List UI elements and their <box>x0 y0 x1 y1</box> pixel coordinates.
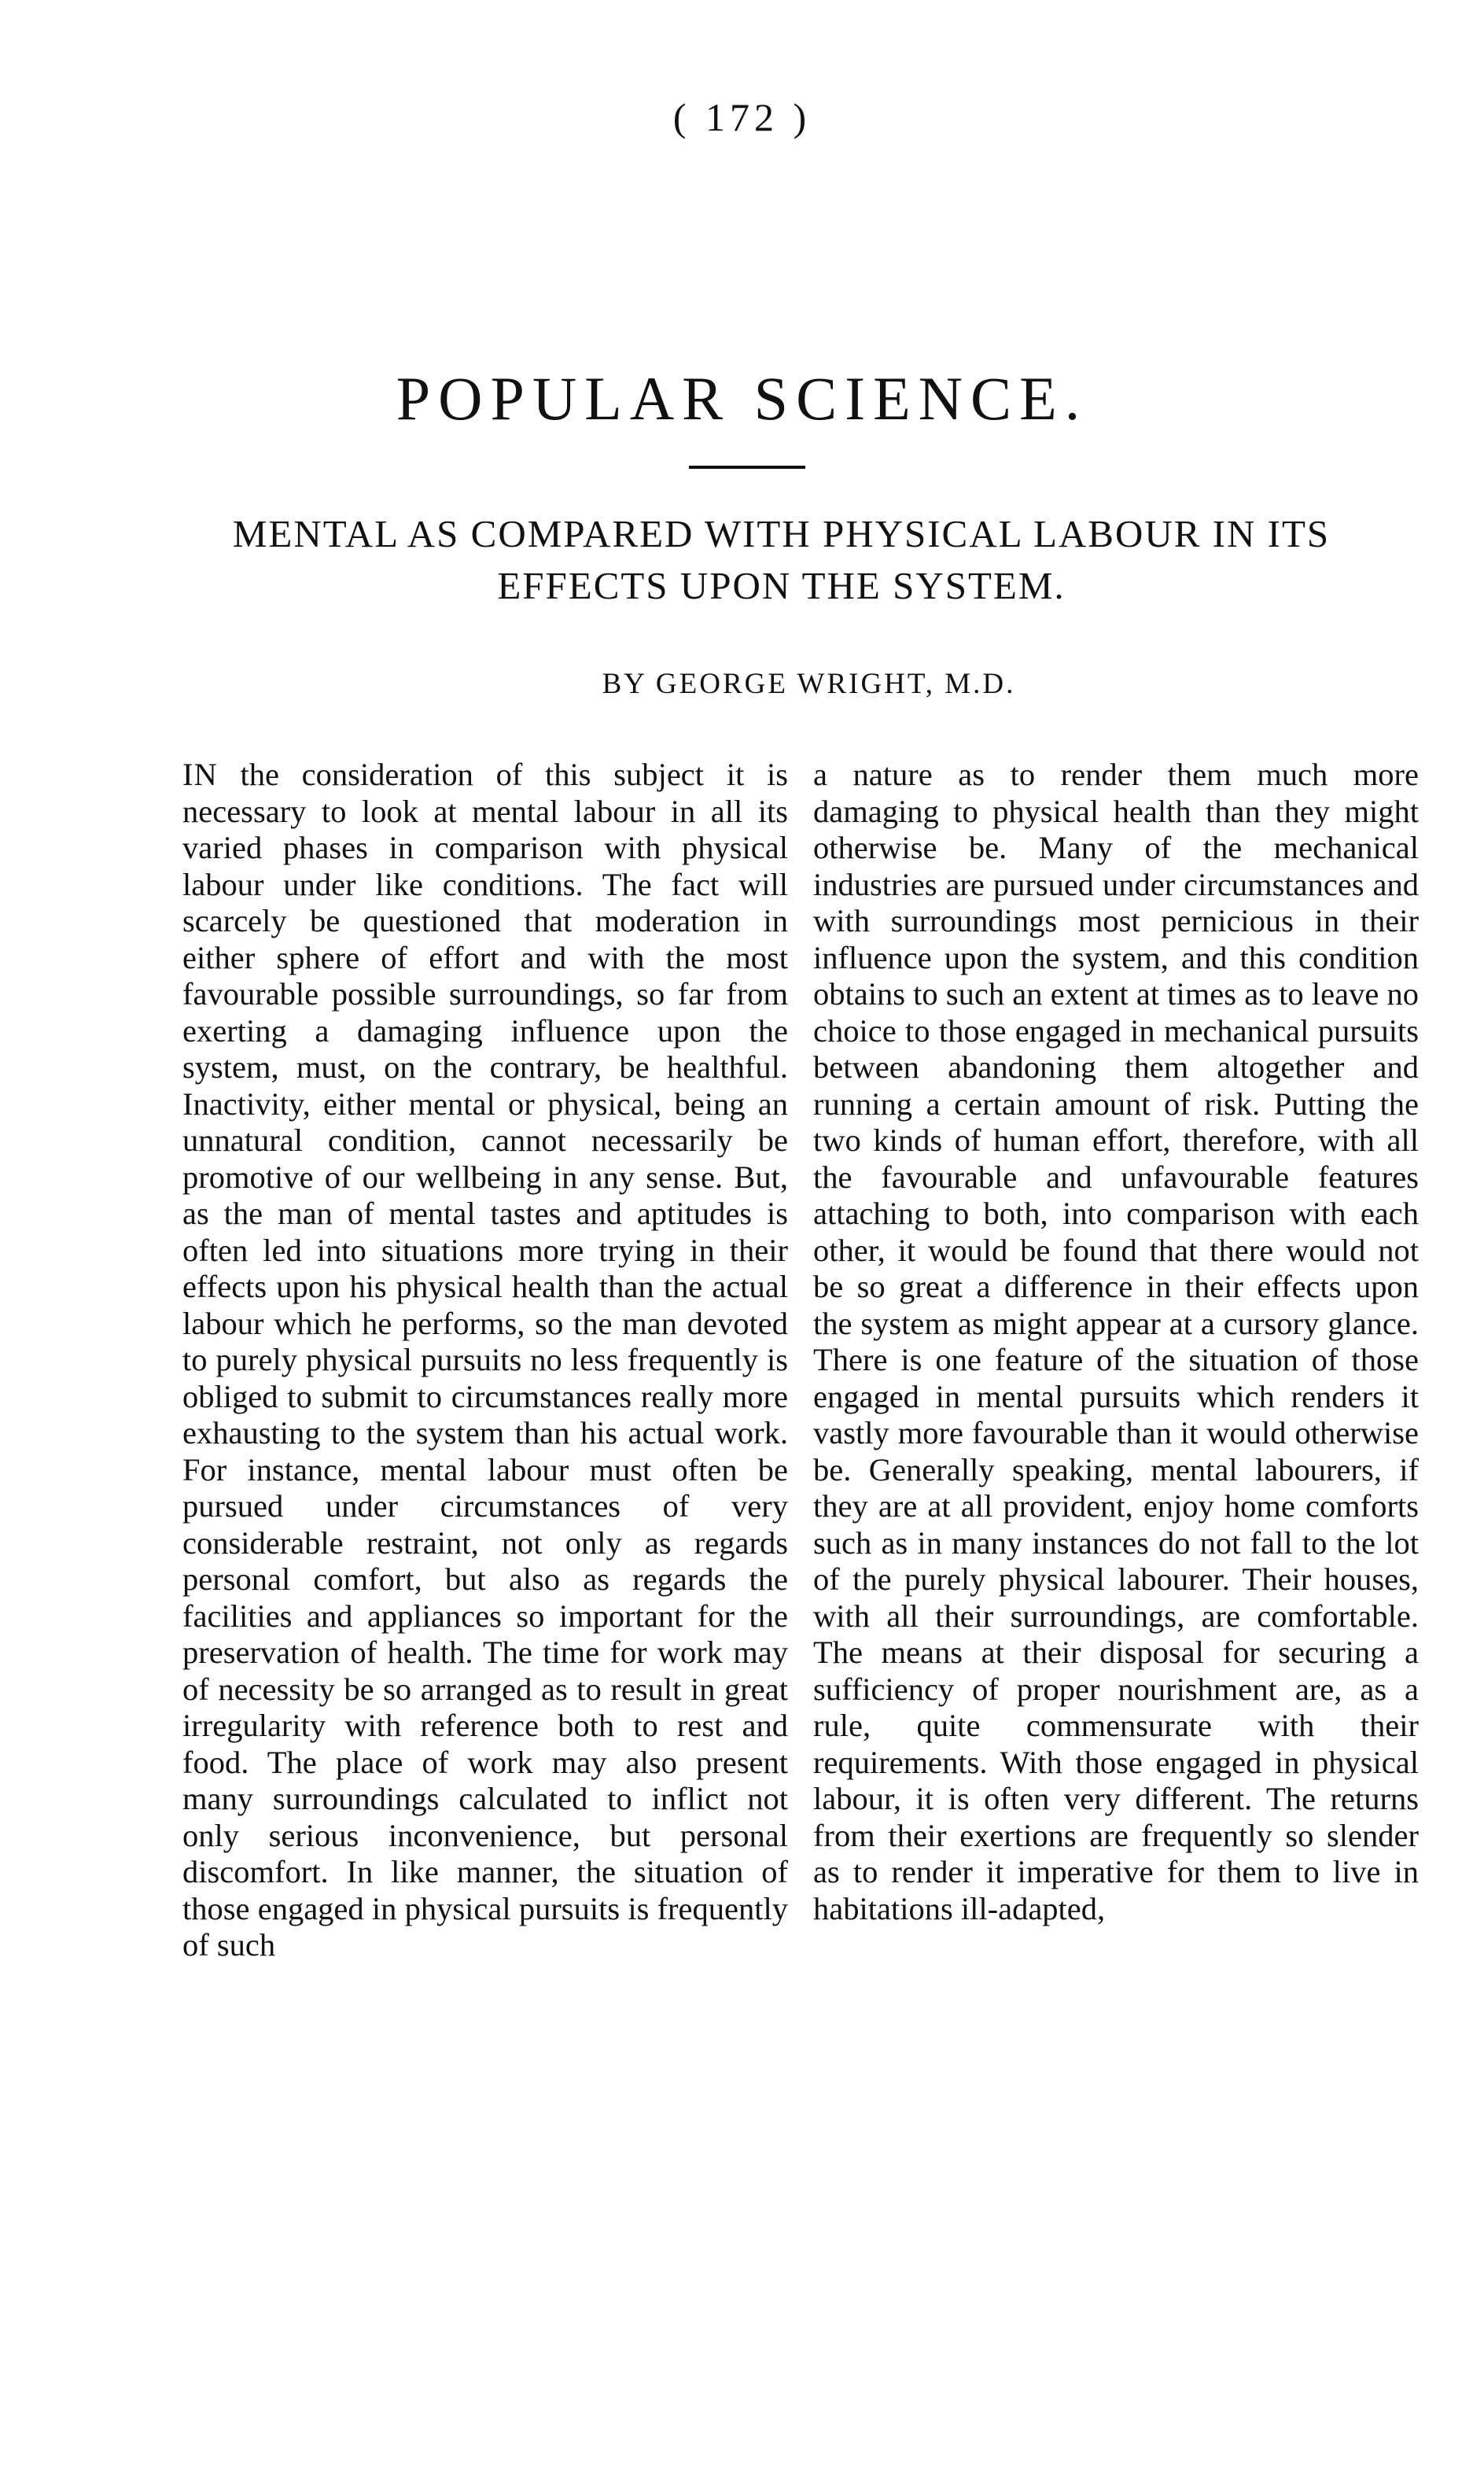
left-column-paragraph <box>182 757 788 1964</box>
right-text-column <box>813 757 1419 1927</box>
left-column-body: the consideration of this subject it is necessary to look at mental labour in all its varied phases in comparison with physical labour under like conditions. The fact will scarcely be questioned that moderation in either sphere of effort and with the most favourable possible surroundings, so far from exerting a damaging influence upon the system, must, on the contrary, be healthful. Inactivity, either mental or physical, being an unnatural condition, cannot necessarily be promotive of our wellbeing in any sense. But, as the man of mental tastes and aptitudes is often led into situations more trying in their effects upon his physical health than the actual labour which he performs, so the man devoted to purely physical pursuits no less frequently is obliged to submit to circumstances really more exhausting to the system than his actual work. For instance, mental labour must often be pursued under circumstances of very considerable restraint, not only as regards personal comfort, but also as regards the facilities and appliances so important for the preservation of health. The time for work may of necessity be so arranged as to result in great irregularity with reference both to rest and food. The place of work may also present many surroundings calculated to inflict not only serious inconvenience, but personal discomfort. In like manner, the situation of those engaged in physical pursuits is frequently of such <box>182 757 788 1963</box>
left-text-column <box>182 757 788 1964</box>
opening-word: IN <box>182 757 218 792</box>
title-divider-rule <box>689 466 805 469</box>
article-title: MENTAL AS COMPARED WITH PHYSICAL LABOUR IN ITS EFFECTS UPON THE SYSTEM. <box>232 512 1331 607</box>
section-title: POPULAR SCIENCE. <box>396 364 1088 433</box>
right-column-paragraph: a nature as to render them much more damaging to physical health than they might otherwise be. Many of the mechanical industries are pursued under circumstances and with surroundings most pernicious in their influence upon the system, and this condition obtains to such an extent at times as to leave no choice to those engaged in mechanical pursuits between abandoning them altogether and running a certain amount of risk. Putting the two kinds of human effort, therefore, with all the favourable and unfavourable features attaching to both, into comparison with each other, it would be found that there would not be so great a difference in their effects upon the system as might appear at a cursory glance. There is one feature of the situation of those engaged in mental pursuits which renders it vastly more favourable than it would otherwise be. Generally speaking, mental labourers, if they are at all provident, enjoy home comforts such as in many instances do not fall to the lot of the purely physical labourer. Their houses, with all their surroundings, are comfortable. The means at their disposal for securing a sufficiency of proper nourishment are, as a rule, quite commensurate with their requirements. With those engaged in physical labour, it is often very different. The returns from their exertions are frequently so slender as to render it imperative for them to live in habitations ill-adapted, <box>813 757 1419 1926</box>
article-byline: BY GEORGE WRIGHT, M.D. <box>602 668 1016 700</box>
page-number: ( 172 ) <box>672 95 812 139</box>
